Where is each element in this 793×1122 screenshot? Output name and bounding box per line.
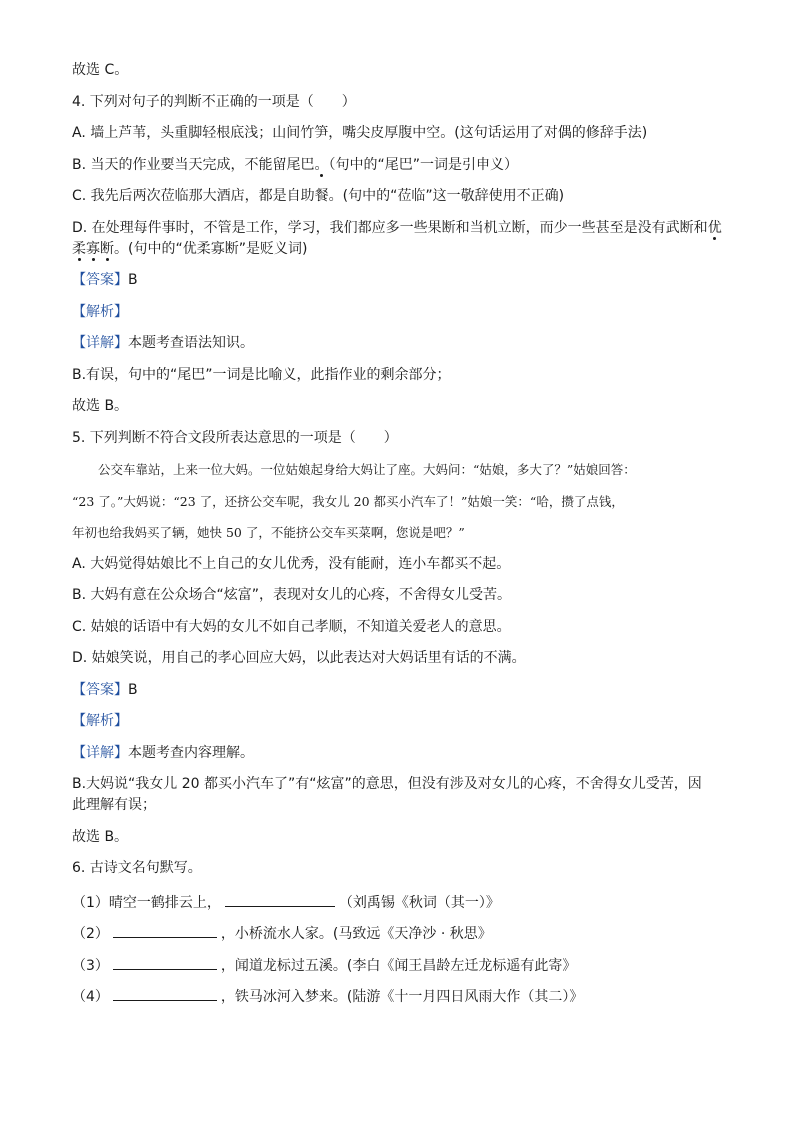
option-b-text: B. 当天的作业要当天完成，不能留尾巴 [72, 156, 315, 173]
item-3-prefix: （3） [72, 957, 109, 974]
question-6-item-4 [72, 984, 732, 1005]
detail-5 [72, 743, 732, 764]
detail-text: 本题考查语法知识。 [128, 335, 254, 351]
passage-line-2: “23 了。”大妈说：“23 了，还挤公交车呢，我女儿 20 都买小汽车了！”姑娘一笑：“哈，攒了点钱， [72, 493, 624, 509]
detail-label: 【详解】 [72, 744, 128, 761]
item-2-prefix: （2） [72, 926, 109, 942]
analysis-label: 【解析】 [72, 713, 128, 729]
question-6-item-1 [72, 890, 732, 911]
option-d-text: D. 在处理每件事时，不管是工作，学习，我们都应多一些果断和当机立断，而少一些甚至是没有武断和 [72, 219, 708, 236]
passage-line-1: 公交车靠站，上来一位大妈。一位姑娘起身给大妈让了座。大妈问：“姑娘，多大了？”姑娘回答： [98, 462, 636, 477]
analysis-5-label [72, 711, 732, 732]
question-6-item-2 [72, 921, 732, 942]
analysis-4-label [72, 302, 732, 323]
question-4-option-a: A. 墙上芦苇，头重脚轻根底浅；山间竹笋，嘴尖皮厚腹中空。(这句话运用了对偶的修辞手法) [72, 125, 648, 141]
item-1-prefix: （1）晴空一鹤排云上， [72, 894, 221, 911]
question-5-option-b: B. 大妈有意在公众场合“炫富”，表现对女儿的心疼，不舍得女儿受苦。 [72, 587, 512, 603]
item-2-source: ，小桥流水人家。(马致远《天净沙 · 秋思》 [220, 926, 492, 942]
question-4-option-c: C. 我先后两次莅临那大酒店，都是自助餐。(句中的“莅临”这一敬辞使用不正确) [72, 188, 565, 204]
question-6-item-3 [72, 953, 732, 974]
emphasis-dot-you: 优 [707, 219, 722, 236]
select-b-line-4: 故选 B。 [72, 398, 129, 414]
fill-blank-4[interactable] [113, 984, 217, 1001]
analysis-label: 【解析】 [72, 303, 128, 320]
item-1-source: （刘禹锡《秋词（其一）》 [338, 894, 500, 911]
answer-label: 【答案】 [72, 681, 128, 698]
answer-value: B [128, 272, 138, 288]
fill-blank-3[interactable] [113, 953, 217, 970]
question-4-stem: 4. 下列对句子的判断不正确的一项是（ ） [72, 93, 356, 110]
question-4-option-b [72, 155, 732, 176]
answer-label: 【答案】 [72, 272, 128, 288]
select-b-line-5: 故选 B。 [72, 828, 129, 845]
emphasis-dot-mark: 。 [314, 156, 329, 173]
question-5-option-a: A. 大妈觉得姑娘比不上自己的女儿优秀，没有能耐，连小车都买不起。 [72, 555, 511, 572]
question-4-option-d-line1 [72, 218, 732, 239]
select-c-line: 故选 C。 [72, 62, 129, 78]
detail-5-body-2: 此理解有误； [72, 797, 156, 813]
question-5-option-c: C. 姑娘的话语中有大妈的女儿不如自己孝顺，不知道关爱老人的意思。 [72, 618, 511, 635]
detail-text: 本题考查内容理解。 [128, 744, 254, 761]
answer-value: B [128, 681, 138, 698]
item-4-source: ，铁马冰河入梦来。(陆游《十一月四日风雨大作（其二）》 [220, 989, 584, 1005]
detail-4-body: B.有误，句中的“尾巴”一词是比喻义，此指作业的剩余部分； [72, 366, 451, 383]
answer-4 [72, 270, 732, 291]
question-5-stem: 5. 下列判断不符合文段所表达意思的一项是（ ） [72, 429, 398, 446]
answer-5 [72, 680, 732, 701]
emphasis-dot-rou: 柔 [72, 240, 86, 257]
detail-4 [72, 333, 732, 354]
option-b-note: （句中的“尾巴”一词是引申义） [328, 156, 519, 173]
fill-blank-1[interactable] [225, 890, 335, 907]
item-4-prefix: （4） [72, 989, 109, 1005]
document-page [72, 60, 732, 1016]
question-5-option-d: D. 姑娘笑说，用自己的孝心回应大妈，以此表达对大妈话里有话的不满。 [72, 650, 526, 666]
item-3-source: ，闻道龙标过五溪。(李白《闻王昌龄左迁龙标遥有此寄》 [220, 957, 577, 974]
detail-label: 【详解】 [72, 335, 128, 351]
emphasis-dot-gua: 寡 [86, 240, 100, 257]
detail-5-body-1: B.大妈说“我女儿 20 都买小汽车了”有“炫富”的意思，但没有涉及对女儿的心疼，不舍得女儿受苦，因 [72, 776, 702, 792]
question-6-stem: 6. 古诗文名句默写。 [72, 860, 202, 876]
fill-blank-2[interactable] [113, 921, 217, 938]
option-d-note: 。(句中的“优柔寡断”是贬义词) [114, 240, 308, 257]
passage-line-3: 年初也给我妈买了辆，她快 50 了，不能挤公交车买菜啊，您说是吧？” [72, 525, 465, 540]
question-4-option-d-line2 [72, 239, 732, 260]
emphasis-dot-duan: 断 [100, 240, 114, 257]
